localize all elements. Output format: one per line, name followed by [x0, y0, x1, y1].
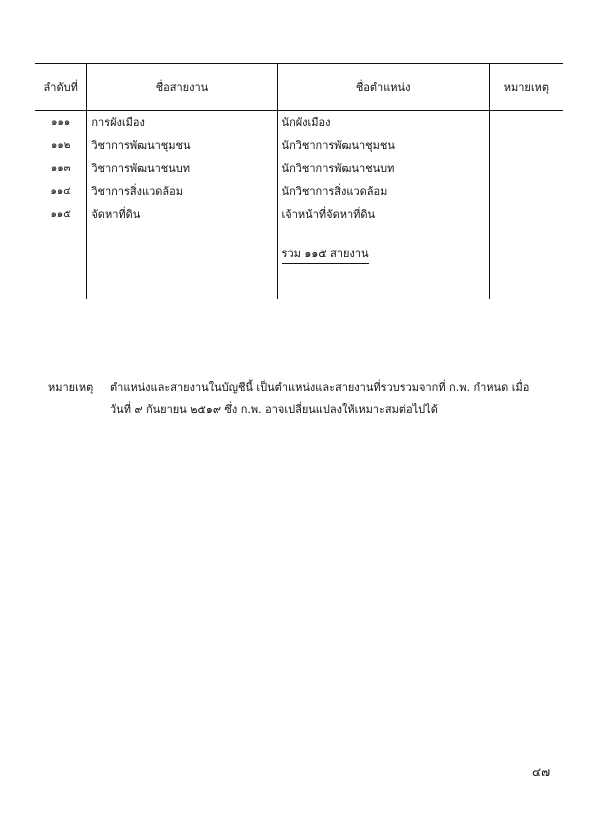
position-column — [277, 111, 489, 300]
row-position: นักวิชาการพัฒนาชุมชน — [281, 139, 395, 152]
row-unit: วิชาการสิ่งแวดล้อม — [91, 185, 184, 198]
table-body — [35, 111, 563, 300]
header-remark: หมายเหตุ — [489, 64, 563, 111]
no-column — [35, 111, 87, 300]
row-position: นักวิชาการสิ่งแวดล้อม — [281, 185, 388, 198]
row-position: นักผังเมือง — [281, 116, 331, 129]
row-unit: วิชาการพัฒนาชุมชน — [91, 139, 191, 152]
header-position: ชื่อตำแหน่ง — [277, 64, 489, 111]
unit-column — [87, 111, 277, 300]
table-header-row — [35, 64, 563, 111]
page-number: ๔๗ — [532, 765, 551, 779]
row-unit: การผังเมือง — [91, 116, 145, 129]
row-no: ๑๑๔ — [50, 186, 71, 197]
row-no: ๑๑๕ — [50, 209, 71, 220]
remark-text-line-1: ตำแหน่งและสายงานในบัญชีนี้ เป็นตำแหน่งและสายงานที่รวบรวมจากที่ ก.พ. กำหนด เมื่อ — [110, 381, 530, 394]
row-position: นักวิชาการพัฒนาชนบท — [281, 162, 395, 175]
remark-column — [489, 111, 563, 300]
position-table — [35, 63, 563, 299]
row-unit: วิชาการพัฒนาชนบท — [91, 162, 191, 175]
row-position: เจ้าหน้าที่จัดหาที่ดิน — [281, 208, 376, 221]
header-unit: ชื่อสายงาน — [87, 64, 277, 111]
header-no: ลำดับที่ — [35, 64, 87, 111]
row-unit: จัดหาที่ดิน — [91, 208, 141, 221]
row-no: ๑๑๓ — [50, 163, 71, 174]
table-total: รวม ๑๑๕ สายงาน — [282, 244, 369, 264]
row-no: ๑๑๑ — [51, 117, 71, 128]
row-no: ๑๑๒ — [51, 140, 71, 151]
remark-text-line-2: วันที่ ๙ กันยายน ๒๕๑๙ ซึ่ง ก.พ. อาจเปลี่ยนแปลงให้เหมาะสมต่อไปได้ — [110, 403, 438, 416]
remark-label: หมายเหตุ — [48, 381, 94, 394]
